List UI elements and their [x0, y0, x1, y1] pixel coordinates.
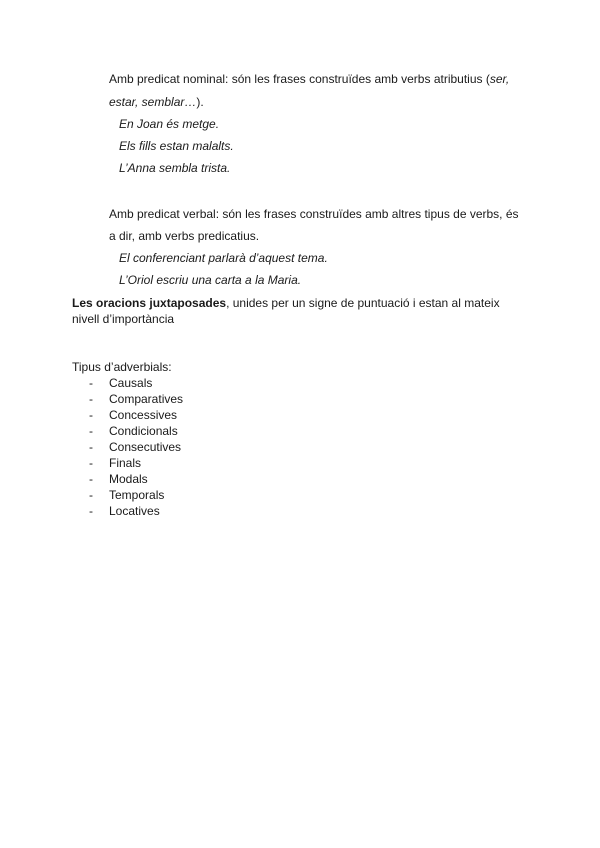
list-bullet: -: [89, 424, 93, 438]
list-bullet: -: [89, 408, 93, 422]
list-bullet: -: [89, 392, 93, 406]
list-item: Finals: [109, 456, 142, 470]
list-bullet: -: [89, 488, 93, 502]
nominal-text-1: Amb predicat nominal: són les frases construïdes amb verbs atributius (: [109, 72, 490, 86]
list-item: Temporals: [109, 488, 165, 502]
list-item: Condicionals: [109, 424, 178, 438]
list-bullet: -: [89, 376, 93, 390]
list-item: Locatives: [109, 504, 160, 518]
nominal-example: Els fills estan malalts.: [119, 139, 234, 153]
nominal-example: En Joan és metge.: [119, 117, 220, 131]
list-item: Modals: [109, 472, 148, 486]
nominal-line-2: [109, 95, 204, 109]
juxtaposades-text: , unides per un signe de puntuació i estan al mateix: [226, 296, 500, 310]
juxtaposades-term: Les oracions juxtaposades: [72, 296, 227, 310]
list-item: Concessives: [109, 408, 178, 422]
list-item: Consecutives: [109, 440, 182, 454]
verbal-example: El conferenciant parlarà d’aquest tema.: [119, 251, 328, 265]
list-bullet: -: [89, 472, 93, 486]
nominal-example: L’Anna sembla trista.: [119, 161, 231, 175]
nominal-italic-2: estar, semblar…: [109, 95, 197, 109]
verbal-line-2: a dir, amb verbs predicatius.: [109, 229, 260, 243]
list-item: Causals: [109, 376, 153, 390]
list-bullet: -: [89, 456, 93, 470]
juxtaposades-line-2: nivell d’importància: [72, 312, 175, 326]
nominal-line-1: [109, 72, 509, 86]
verbal-line-1: Amb predicat verbal: són les frases construïdes amb altres tipus de verbs, és: [109, 207, 519, 221]
list-bullet: -: [89, 440, 93, 454]
list-item: Comparatives: [109, 392, 184, 406]
nominal-italic-1: ser,: [489, 72, 510, 86]
verbal-example: L’Oriol escriu una carta a la Maria.: [119, 273, 302, 287]
adverbials-heading: Tipus d’adverbials:: [72, 360, 172, 374]
nominal-text-2: ).: [196, 95, 204, 109]
juxtaposades-line-1: [72, 296, 500, 310]
list-bullet: -: [89, 504, 93, 518]
